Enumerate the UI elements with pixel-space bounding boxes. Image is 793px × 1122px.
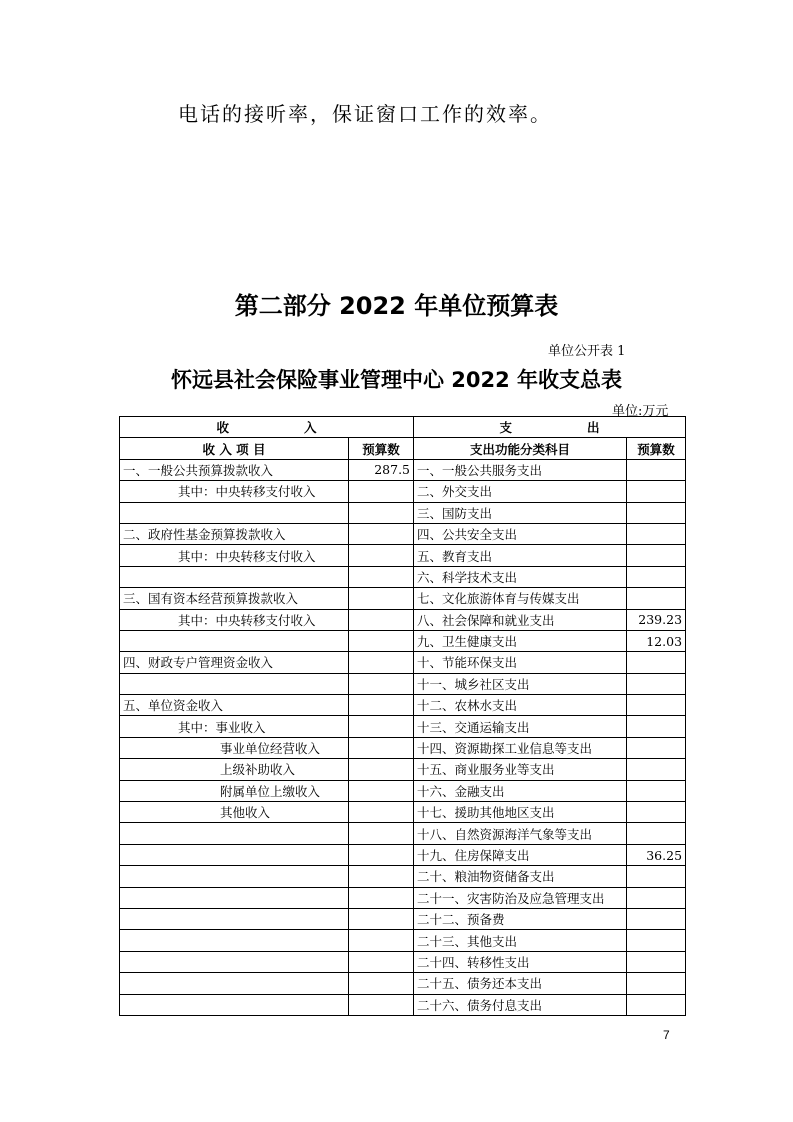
expense-amount-cell bbox=[627, 545, 686, 566]
page-number: 7 bbox=[663, 1028, 670, 1042]
table-row bbox=[120, 887, 686, 908]
income-amount-cell bbox=[349, 630, 414, 651]
income-amount-cell bbox=[349, 802, 414, 823]
expense-amount-cell bbox=[627, 759, 686, 780]
income-amount-cell bbox=[349, 823, 414, 844]
table-row bbox=[120, 866, 686, 887]
income-item-cell bbox=[120, 994, 349, 1015]
expense-amount-cell bbox=[627, 951, 686, 972]
income-amount-cell bbox=[349, 994, 414, 1015]
expense-item-cell: 十、节能环保支出 bbox=[414, 652, 627, 673]
income-item-cell: 其中：中央转移支付收入 bbox=[120, 481, 349, 502]
expense-amount-cell bbox=[627, 973, 686, 994]
income-item-cell: 其中：中央转移支付收入 bbox=[120, 545, 349, 566]
expense-item-cell: 十四、资源勘探工业信息等支出 bbox=[414, 737, 627, 758]
income-item-cell bbox=[120, 502, 349, 523]
expense-amount-cell bbox=[627, 866, 686, 887]
income-amount-cell bbox=[349, 673, 414, 694]
expense-amount-cell: 239.23 bbox=[627, 609, 686, 630]
expense-amount-cell bbox=[627, 481, 686, 502]
table-row bbox=[120, 566, 686, 587]
income-amount-cell bbox=[349, 844, 414, 865]
income-item-cell: 其中：中央转移支付收入 bbox=[120, 609, 349, 630]
expense-amount-cell bbox=[627, 994, 686, 1015]
expense-amount-cell bbox=[627, 802, 686, 823]
income-amount-cell bbox=[349, 866, 414, 887]
table-row bbox=[120, 523, 686, 544]
expense-item-cell: 二十五、债务还本支出 bbox=[414, 973, 627, 994]
table-row bbox=[120, 630, 686, 651]
income-amount-cell bbox=[349, 502, 414, 523]
expense-amount-header: 预算数 bbox=[627, 438, 686, 459]
table-row bbox=[120, 481, 686, 502]
expense-item-cell: 十五、商业服务业等支出 bbox=[414, 759, 627, 780]
income-amount-cell bbox=[349, 652, 414, 673]
income-item-cell bbox=[120, 930, 349, 951]
income-amount-cell bbox=[349, 695, 414, 716]
income-group-header: 收 入 bbox=[120, 417, 414, 438]
table-row bbox=[120, 780, 686, 801]
income-item-header: 收 入 项 目 bbox=[120, 438, 349, 459]
expense-item-cell: 五、教育支出 bbox=[414, 545, 627, 566]
expense-item-cell: 一、一般公共服务支出 bbox=[414, 459, 627, 480]
expense-amount-cell bbox=[627, 780, 686, 801]
table-row bbox=[120, 716, 686, 737]
table-row bbox=[120, 802, 686, 823]
income-item-cell bbox=[120, 951, 349, 972]
income-item-cell bbox=[120, 823, 349, 844]
table-row bbox=[120, 588, 686, 609]
expense-item-cell: 三、国防支出 bbox=[414, 502, 627, 523]
expense-amount-cell bbox=[627, 459, 686, 480]
expense-amount-cell bbox=[627, 737, 686, 758]
table-row bbox=[120, 695, 686, 716]
income-amount-cell bbox=[349, 930, 414, 951]
income-item-cell: 其中：事业收入 bbox=[120, 716, 349, 737]
income-amount-cell bbox=[349, 737, 414, 758]
table-row bbox=[120, 459, 686, 480]
expense-item-cell: 二十三、其他支出 bbox=[414, 930, 627, 951]
income-item-cell: 事业单位经营收入 bbox=[120, 737, 349, 758]
income-item-cell: 上级补助收入 bbox=[120, 759, 349, 780]
income-amount-cell bbox=[349, 973, 414, 994]
income-item-cell bbox=[120, 973, 349, 994]
header-row-columns bbox=[120, 438, 686, 459]
expense-amount-cell: 36.25 bbox=[627, 844, 686, 865]
expense-item-cell: 八、社会保障和就业支出 bbox=[414, 609, 627, 630]
income-amount-cell bbox=[349, 566, 414, 587]
expense-item-cell: 十七、援助其他地区支出 bbox=[414, 802, 627, 823]
income-amount-cell bbox=[349, 609, 414, 630]
income-amount-cell bbox=[349, 759, 414, 780]
income-item-cell bbox=[120, 908, 349, 929]
expense-amount-cell bbox=[627, 930, 686, 951]
income-amount-cell bbox=[349, 716, 414, 737]
income-item-cell bbox=[120, 866, 349, 887]
income-item-cell bbox=[120, 844, 349, 865]
expense-amount-cell bbox=[627, 695, 686, 716]
income-amount-header: 预算数 bbox=[349, 438, 414, 459]
income-amount-cell bbox=[349, 523, 414, 544]
expense-amount-cell bbox=[627, 673, 686, 694]
income-item-cell bbox=[120, 630, 349, 651]
expense-amount-cell bbox=[627, 716, 686, 737]
expense-item-cell: 十九、住房保障支出 bbox=[414, 844, 627, 865]
income-item-cell: 其他收入 bbox=[120, 802, 349, 823]
table-row bbox=[120, 652, 686, 673]
income-item-cell: 二、政府性基金预算拨款收入 bbox=[120, 523, 349, 544]
income-item-cell bbox=[120, 566, 349, 587]
budget-table bbox=[119, 416, 686, 1016]
income-item-cell: 四、财政专户管理资金收入 bbox=[120, 652, 349, 673]
expense-item-cell: 二十二、预备费 bbox=[414, 908, 627, 929]
income-item-cell: 三、国有资本经营预算拨款收入 bbox=[120, 588, 349, 609]
expense-amount-cell bbox=[627, 823, 686, 844]
income-item-cell: 一、一般公共预算拨款收入 bbox=[120, 459, 349, 480]
expense-item-cell: 二十四、转移性支出 bbox=[414, 951, 627, 972]
income-amount-cell bbox=[349, 588, 414, 609]
expense-item-cell: 二十、粮油物资储备支出 bbox=[414, 866, 627, 887]
income-item-cell bbox=[120, 673, 349, 694]
expense-item-cell: 九、卫生健康支出 bbox=[414, 630, 627, 651]
table-row bbox=[120, 908, 686, 929]
expense-amount-cell bbox=[627, 588, 686, 609]
expense-item-cell: 十二、农林水支出 bbox=[414, 695, 627, 716]
income-amount-cell bbox=[349, 951, 414, 972]
header-row-group bbox=[120, 417, 686, 438]
expense-amount-cell bbox=[627, 566, 686, 587]
expense-item-cell: 二十一、灾害防治及应急管理支出 bbox=[414, 887, 627, 908]
table-row bbox=[120, 502, 686, 523]
expense-item-cell: 七、文化旅游体育与传媒支出 bbox=[414, 588, 627, 609]
expense-item-cell: 十一、城乡社区支出 bbox=[414, 673, 627, 694]
table-row bbox=[120, 673, 686, 694]
table-row bbox=[120, 994, 686, 1015]
expense-item-cell: 二、外交支出 bbox=[414, 481, 627, 502]
expense-item-cell: 十三、交通运输支出 bbox=[414, 716, 627, 737]
income-item-cell bbox=[120, 887, 349, 908]
expense-item-cell: 二十六、债务付息支出 bbox=[414, 994, 627, 1015]
unit-label: 单位:万元 bbox=[612, 404, 669, 419]
intro-text: 电话的接听率，保证窗口工作的效率。 bbox=[178, 102, 552, 126]
expense-amount-cell: 12.03 bbox=[627, 630, 686, 651]
table-row bbox=[120, 930, 686, 951]
expense-item-cell: 六、科学技术支出 bbox=[414, 566, 627, 587]
income-item-cell: 五、单位资金收入 bbox=[120, 695, 349, 716]
income-item-cell: 附属单位上缴收入 bbox=[120, 780, 349, 801]
expense-amount-cell bbox=[627, 908, 686, 929]
income-amount-cell bbox=[349, 481, 414, 502]
expense-group-header: 支 出 bbox=[414, 417, 686, 438]
expense-item-cell: 十八、自然资源海洋气象等支出 bbox=[414, 823, 627, 844]
income-amount-cell bbox=[349, 545, 414, 566]
expense-amount-cell bbox=[627, 887, 686, 908]
table-row bbox=[120, 844, 686, 865]
table-row bbox=[120, 737, 686, 758]
expense-item-header: 支出功能分类科目 bbox=[414, 438, 627, 459]
part-title: 第二部分 2022 年单位预算表 bbox=[234, 292, 559, 320]
table-row bbox=[120, 545, 686, 566]
income-amount-cell bbox=[349, 780, 414, 801]
table-row bbox=[120, 951, 686, 972]
table-row bbox=[120, 759, 686, 780]
income-amount-cell: 287.5 bbox=[349, 459, 414, 480]
expense-item-cell: 四、公共安全支出 bbox=[414, 523, 627, 544]
table-number: 单位公开表 1 bbox=[548, 344, 626, 359]
table-row bbox=[120, 973, 686, 994]
income-amount-cell bbox=[349, 908, 414, 929]
expense-amount-cell bbox=[627, 523, 686, 544]
table-title: 怀远县社会保险事业管理中心 2022 年收支总表 bbox=[170, 368, 623, 392]
expense-amount-cell bbox=[627, 652, 686, 673]
income-amount-cell bbox=[349, 887, 414, 908]
table-row bbox=[120, 609, 686, 630]
table-row bbox=[120, 823, 686, 844]
expense-amount-cell bbox=[627, 502, 686, 523]
budget-table-body bbox=[120, 417, 686, 1016]
expense-item-cell: 十六、金融支出 bbox=[414, 780, 627, 801]
